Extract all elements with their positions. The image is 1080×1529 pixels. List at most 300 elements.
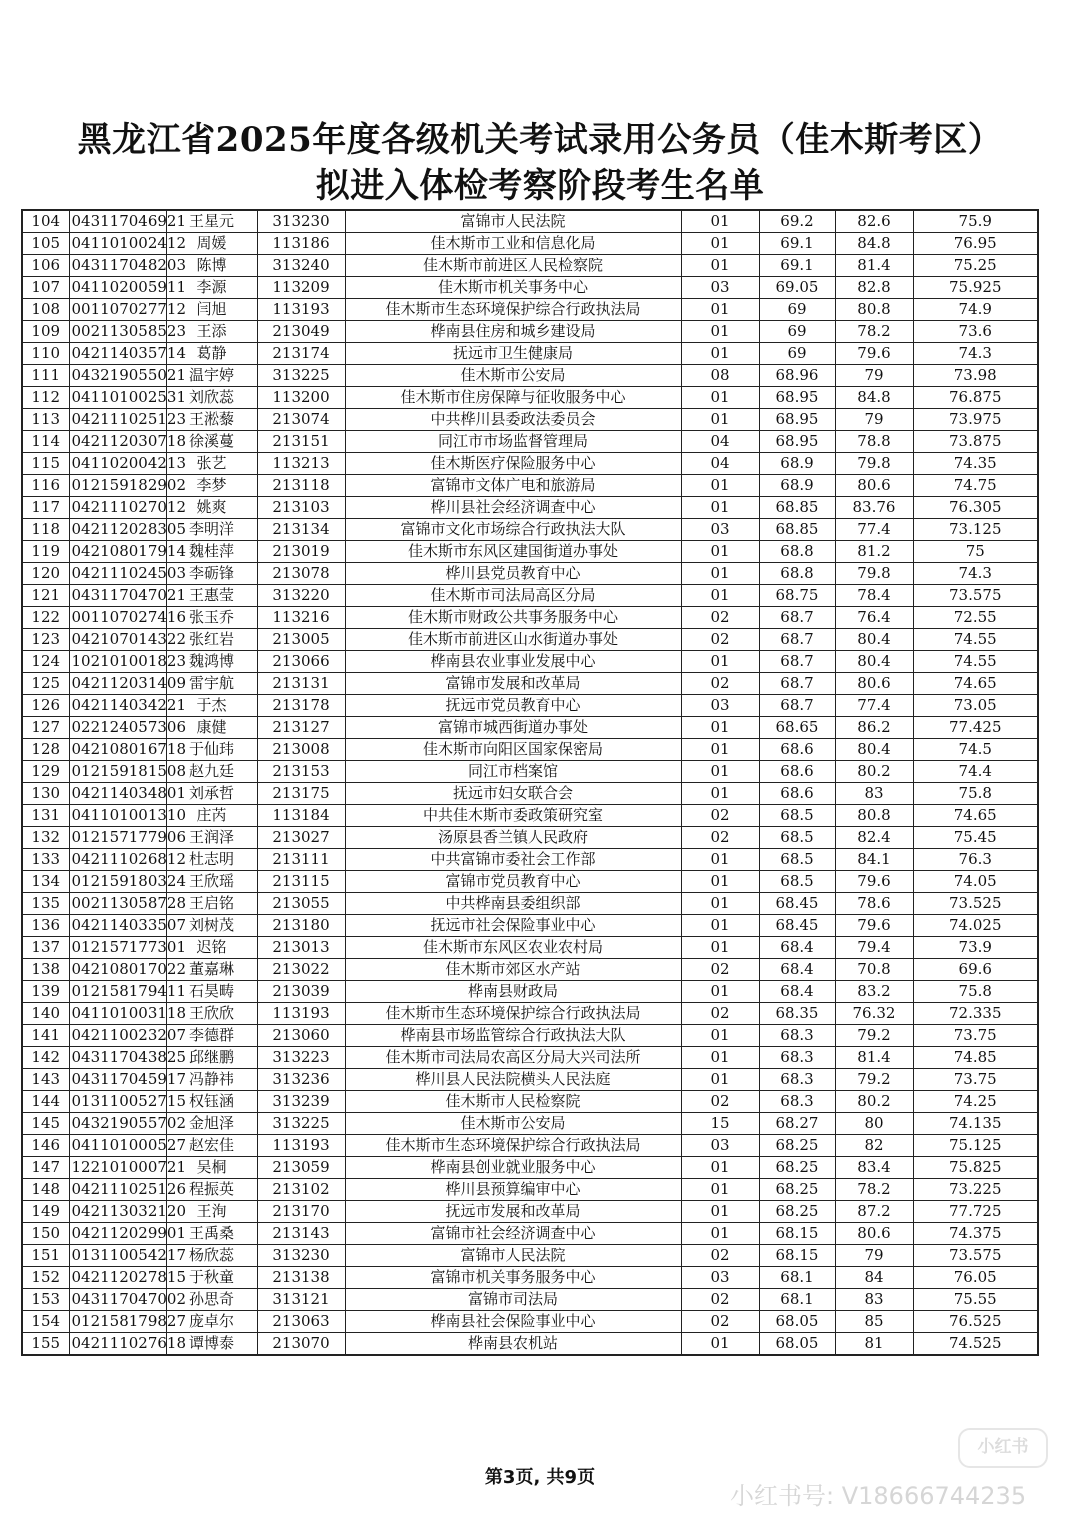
total-score-cell: 73.225 xyxy=(913,1179,1038,1201)
document-title-line2: 拟进入体检考察阶段考生名单 xyxy=(315,166,765,206)
written-score-cell: 68.65 xyxy=(759,717,835,739)
table-row xyxy=(22,1157,1038,1179)
candidate-name-cell: 王惠莹 xyxy=(166,585,257,607)
ticket-number-cell: 012159180324 xyxy=(69,871,166,893)
employer-unit-cell: 佳木斯市生态环境保护综合行政执法局 xyxy=(345,1135,681,1157)
employer-unit-cell: 抚远市妇女联合会 xyxy=(345,783,681,805)
total-score-cell: 74.75 xyxy=(913,475,1038,497)
row-number-cell: 120 xyxy=(22,563,69,585)
total-score-cell: 76.3 xyxy=(913,849,1038,871)
ticket-number-cell: 042113032120 xyxy=(69,1201,166,1223)
ticket-number-cell: 042111025126 xyxy=(69,1179,166,1201)
candidate-table-body xyxy=(22,210,1038,1355)
candidate-name-cell: 赵宏佳 xyxy=(166,1135,257,1157)
ticket-number-cell: 002113058728 xyxy=(69,893,166,915)
position-code-cell: 213078 xyxy=(257,563,345,585)
employer-unit-cell: 佳木斯市机关事务中心 xyxy=(345,277,681,299)
position-seq-cell: 03 xyxy=(681,1267,759,1289)
candidate-name-cell: 张红岩 xyxy=(166,629,257,651)
position-code-cell: 213055 xyxy=(257,893,345,915)
candidate-name-cell: 李明洋 xyxy=(166,519,257,541)
ticket-number-cell: 013110052715 xyxy=(69,1091,166,1113)
interview-score-cell: 79 xyxy=(835,1245,913,1267)
row-number-cell: 139 xyxy=(22,981,69,1003)
employer-unit-cell: 佳木斯市东风区农业农村局 xyxy=(345,937,681,959)
position-seq-cell: 01 xyxy=(681,1179,759,1201)
candidate-name-cell: 王淞藜 xyxy=(166,409,257,431)
candidate-name-cell: 于杰 xyxy=(166,695,257,717)
written-score-cell: 69.2 xyxy=(759,210,835,233)
employer-unit-cell: 富锦市人民法院 xyxy=(345,210,681,233)
total-score-cell: 76.525 xyxy=(913,1311,1038,1333)
table-row xyxy=(22,255,1038,277)
position-code-cell: 213180 xyxy=(257,915,345,937)
interview-score-cell: 76.32 xyxy=(835,1003,913,1025)
employer-unit-cell: 佳木斯市东风区建国街道办事处 xyxy=(345,541,681,563)
interview-score-cell: 81.2 xyxy=(835,541,913,563)
candidate-name-cell: 于秋童 xyxy=(166,1267,257,1289)
table-row xyxy=(22,387,1038,409)
interview-score-cell: 87.2 xyxy=(835,1201,913,1223)
position-seq-cell: 03 xyxy=(681,519,759,541)
ticket-number-cell: 041102004213 xyxy=(69,453,166,475)
position-seq-cell: 02 xyxy=(681,673,759,695)
written-score-cell: 68.7 xyxy=(759,607,835,629)
total-score-cell: 73.975 xyxy=(913,409,1038,431)
candidate-name-cell: 王润泽 xyxy=(166,827,257,849)
employer-unit-cell: 抚远市社会保险事业中心 xyxy=(345,915,681,937)
position-seq-cell: 01 xyxy=(681,893,759,915)
position-code-cell: 213066 xyxy=(257,651,345,673)
table-row xyxy=(22,321,1038,343)
row-number-cell: 149 xyxy=(22,1201,69,1223)
interview-score-cell: 80.4 xyxy=(835,629,913,651)
row-number-cell: 113 xyxy=(22,409,69,431)
row-number-cell: 109 xyxy=(22,321,69,343)
table-row xyxy=(22,277,1038,299)
employer-unit-cell: 同江市档案馆 xyxy=(345,761,681,783)
row-number-cell: 137 xyxy=(22,937,69,959)
position-code-cell: 313225 xyxy=(257,1113,345,1135)
table-row xyxy=(22,893,1038,915)
written-score-cell: 68.4 xyxy=(759,981,835,1003)
row-number-cell: 140 xyxy=(22,1003,69,1025)
total-score-cell: 74.375 xyxy=(913,1223,1038,1245)
interview-score-cell: 80.6 xyxy=(835,1223,913,1245)
written-score-cell: 68.15 xyxy=(759,1223,835,1245)
candidate-name-cell: 邱继鹏 xyxy=(166,1047,257,1069)
written-score-cell: 68.7 xyxy=(759,695,835,717)
employer-unit-cell: 佳木斯市司法局高区分局 xyxy=(345,585,681,607)
position-code-cell: 313121 xyxy=(257,1289,345,1311)
written-score-cell: 68.7 xyxy=(759,651,835,673)
row-number-cell: 138 xyxy=(22,959,69,981)
employer-unit-cell: 中共桦川县委政法委员会 xyxy=(345,409,681,431)
employer-unit-cell: 桦南县住房和城乡建设局 xyxy=(345,321,681,343)
position-code-cell: 213059 xyxy=(257,1157,345,1179)
ticket-number-cell: 042111027012 xyxy=(69,497,166,519)
position-seq-cell: 02 xyxy=(681,1311,759,1333)
written-score-cell: 68.8 xyxy=(759,541,835,563)
candidate-name-cell: 刘欣蕊 xyxy=(166,387,257,409)
row-number-cell: 142 xyxy=(22,1047,69,1069)
table-row xyxy=(22,981,1038,1003)
ticket-number-cell: 042112027815 xyxy=(69,1267,166,1289)
candidate-name-cell: 金旭泽 xyxy=(166,1113,257,1135)
row-number-cell: 136 xyxy=(22,915,69,937)
position-seq-cell: 02 xyxy=(681,1091,759,1113)
row-number-cell: 143 xyxy=(22,1069,69,1091)
table-row xyxy=(22,1069,1038,1091)
total-score-cell: 75.925 xyxy=(913,277,1038,299)
position-code-cell: 213103 xyxy=(257,497,345,519)
candidate-name-cell: 程振英 xyxy=(166,1179,257,1201)
employer-unit-cell: 佳木斯市向阳区国家保密局 xyxy=(345,739,681,761)
row-number-cell: 115 xyxy=(22,453,69,475)
table-row xyxy=(22,343,1038,365)
candidate-name-cell: 王欣瑶 xyxy=(166,871,257,893)
interview-score-cell: 77.4 xyxy=(835,695,913,717)
position-code-cell: 313220 xyxy=(257,585,345,607)
row-number-cell: 153 xyxy=(22,1289,69,1311)
ticket-number-cell: 042114035714 xyxy=(69,343,166,365)
written-score-cell: 68.6 xyxy=(759,739,835,761)
row-number-cell: 125 xyxy=(22,673,69,695)
ticket-number-cell: 042107014322 xyxy=(69,629,166,651)
table-row xyxy=(22,959,1038,981)
written-score-cell: 68.6 xyxy=(759,783,835,805)
ticket-number-cell: 001107027712 xyxy=(69,299,166,321)
candidate-name-cell: 赵九廷 xyxy=(166,761,257,783)
written-score-cell: 68.25 xyxy=(759,1179,835,1201)
ticket-number-cell: 002113058523 xyxy=(69,321,166,343)
ticket-number-cell: 042111024503 xyxy=(69,563,166,585)
employer-unit-cell: 汤原县香兰镇人民政府 xyxy=(345,827,681,849)
employer-unit-cell: 富锦市人民法院 xyxy=(345,1245,681,1267)
position-code-cell: 313225 xyxy=(257,365,345,387)
written-score-cell: 68.75 xyxy=(759,585,835,607)
ticket-number-cell: 042114034221 xyxy=(69,695,166,717)
ticket-number-cell: 022124057306 xyxy=(69,717,166,739)
position-seq-cell: 01 xyxy=(681,563,759,585)
interview-score-cell: 70.8 xyxy=(835,959,913,981)
interview-score-cell: 79.6 xyxy=(835,343,913,365)
total-score-cell: 74.135 xyxy=(913,1113,1038,1135)
row-number-cell: 118 xyxy=(22,519,69,541)
position-code-cell: 213027 xyxy=(257,827,345,849)
row-number-cell: 128 xyxy=(22,739,69,761)
total-score-cell: 74.4 xyxy=(913,761,1038,783)
row-number-cell: 126 xyxy=(22,695,69,717)
interview-score-cell: 78.6 xyxy=(835,893,913,915)
position-code-cell: 113193 xyxy=(257,1003,345,1025)
employer-unit-cell: 佳木斯市郊区水产站 xyxy=(345,959,681,981)
total-score-cell: 72.335 xyxy=(913,1003,1038,1025)
total-score-cell: 74.35 xyxy=(913,453,1038,475)
total-score-cell: 74.55 xyxy=(913,629,1038,651)
candidate-name-cell: 孙思奇 xyxy=(166,1289,257,1311)
written-score-cell: 68.3 xyxy=(759,1069,835,1091)
position-seq-cell: 01 xyxy=(681,387,759,409)
row-number-cell: 130 xyxy=(22,783,69,805)
position-seq-cell: 02 xyxy=(681,629,759,651)
interview-score-cell: 79.6 xyxy=(835,871,913,893)
position-code-cell: 213151 xyxy=(257,431,345,453)
row-number-cell: 132 xyxy=(22,827,69,849)
interview-score-cell: 84.1 xyxy=(835,849,913,871)
total-score-cell: 74.3 xyxy=(913,563,1038,585)
position-code-cell: 113216 xyxy=(257,607,345,629)
interview-score-cell: 82.4 xyxy=(835,827,913,849)
table-row xyxy=(22,1245,1038,1267)
position-seq-cell: 01 xyxy=(681,541,759,563)
position-code-cell: 313230 xyxy=(257,210,345,233)
row-number-cell: 154 xyxy=(22,1311,69,1333)
table-row xyxy=(22,1047,1038,1069)
position-code-cell: 213008 xyxy=(257,739,345,761)
position-code-cell: 213005 xyxy=(257,629,345,651)
row-number-cell: 112 xyxy=(22,387,69,409)
position-code-cell: 213153 xyxy=(257,761,345,783)
total-score-cell: 74.9 xyxy=(913,299,1038,321)
ticket-number-cell: 012157177906 xyxy=(69,827,166,849)
employer-unit-cell: 富锦市党员教育中心 xyxy=(345,871,681,893)
row-number-cell: 116 xyxy=(22,475,69,497)
table-row xyxy=(22,1091,1038,1113)
candidate-name-cell: 闫旭 xyxy=(166,299,257,321)
position-code-cell: 213074 xyxy=(257,409,345,431)
interview-score-cell: 84.8 xyxy=(835,233,913,255)
table-row xyxy=(22,409,1038,431)
ticket-number-cell: 042112031409 xyxy=(69,673,166,695)
written-score-cell: 68.4 xyxy=(759,959,835,981)
interview-score-cell: 84.8 xyxy=(835,387,913,409)
total-score-cell: 75.825 xyxy=(913,1157,1038,1179)
row-number-cell: 107 xyxy=(22,277,69,299)
candidate-name-cell: 姚爽 xyxy=(166,497,257,519)
interview-score-cell: 83.4 xyxy=(835,1157,913,1179)
written-score-cell: 68.6 xyxy=(759,761,835,783)
total-score-cell: 74.3 xyxy=(913,343,1038,365)
candidate-name-cell: 庄芮 xyxy=(166,805,257,827)
candidate-name-cell: 温宇婷 xyxy=(166,365,257,387)
ticket-number-cell: 043117047002 xyxy=(69,1289,166,1311)
table-row xyxy=(22,761,1038,783)
position-code-cell: 213115 xyxy=(257,871,345,893)
position-code-cell: 213131 xyxy=(257,673,345,695)
ticket-number-cell: 012157177301 xyxy=(69,937,166,959)
candidate-name-cell: 谭博泰 xyxy=(166,1333,257,1356)
table-row xyxy=(22,739,1038,761)
total-score-cell: 75.25 xyxy=(913,255,1038,277)
position-seq-cell: 01 xyxy=(681,783,759,805)
position-code-cell: 313230 xyxy=(257,1245,345,1267)
written-score-cell: 68.35 xyxy=(759,1003,835,1025)
position-code-cell: 113200 xyxy=(257,387,345,409)
position-code-cell: 213127 xyxy=(257,717,345,739)
total-score-cell: 74.05 xyxy=(913,871,1038,893)
position-seq-cell: 15 xyxy=(681,1113,759,1135)
interview-score-cell: 78.8 xyxy=(835,431,913,453)
total-score-cell: 69.6 xyxy=(913,959,1038,981)
position-code-cell: 213143 xyxy=(257,1223,345,1245)
interview-score-cell: 79.4 xyxy=(835,937,913,959)
ticket-number-cell: 042108017022 xyxy=(69,959,166,981)
ticket-number-cell: 042108016718 xyxy=(69,739,166,761)
ticket-number-cell: 043117043825 xyxy=(69,1047,166,1069)
ticket-number-cell: 012158179827 xyxy=(69,1311,166,1333)
total-score-cell: 74.85 xyxy=(913,1047,1038,1069)
ticket-number-cell: 043117047021 xyxy=(69,585,166,607)
table-row xyxy=(22,299,1038,321)
employer-unit-cell: 富锦市机关事务服务中心 xyxy=(345,1267,681,1289)
page-number: 第3页, 共9页 xyxy=(484,1467,596,1488)
employer-unit-cell: 佳木斯市生态环境保护综合行政执法局 xyxy=(345,299,681,321)
candidate-name-cell: 冯静祎 xyxy=(166,1069,257,1091)
row-number-cell: 105 xyxy=(22,233,69,255)
table-row xyxy=(22,607,1038,629)
employer-unit-cell: 桦川县社会经济调查中心 xyxy=(345,497,681,519)
row-number-cell: 151 xyxy=(22,1245,69,1267)
interview-score-cell: 83 xyxy=(835,1289,913,1311)
table-row xyxy=(22,915,1038,937)
employer-unit-cell: 桦南县市场监管综合行政执法大队 xyxy=(345,1025,681,1047)
position-code-cell: 213178 xyxy=(257,695,345,717)
interview-score-cell: 80.6 xyxy=(835,673,913,695)
table-row xyxy=(22,717,1038,739)
candidate-name-cell: 董嘉琳 xyxy=(166,959,257,981)
written-score-cell: 68.45 xyxy=(759,915,835,937)
written-score-cell: 68.4 xyxy=(759,937,835,959)
candidate-name-cell: 王添 xyxy=(166,321,257,343)
interview-score-cell: 76.4 xyxy=(835,607,913,629)
table-row xyxy=(22,805,1038,827)
candidate-name-cell: 雷宇航 xyxy=(166,673,257,695)
interview-score-cell: 80.6 xyxy=(835,475,913,497)
total-score-cell: 74.25 xyxy=(913,1091,1038,1113)
watermark-logo: 小红书 xyxy=(958,1428,1048,1468)
written-score-cell: 68.3 xyxy=(759,1047,835,1069)
interview-score-cell: 82.8 xyxy=(835,277,913,299)
ticket-number-cell: 012159182902 xyxy=(69,475,166,497)
position-seq-cell: 01 xyxy=(681,210,759,233)
candidate-name-cell: 魏鸿博 xyxy=(166,651,257,673)
row-number-cell: 114 xyxy=(22,431,69,453)
written-score-cell: 68.9 xyxy=(759,475,835,497)
position-seq-cell: 01 xyxy=(681,1069,759,1091)
written-score-cell: 68.25 xyxy=(759,1157,835,1179)
position-code-cell: 213138 xyxy=(257,1267,345,1289)
position-code-cell: 113184 xyxy=(257,805,345,827)
interview-score-cell: 79.8 xyxy=(835,563,913,585)
total-score-cell: 73.05 xyxy=(913,695,1038,717)
candidate-name-cell: 王星元 xyxy=(166,210,257,233)
employer-unit-cell: 同江市市场监督管理局 xyxy=(345,431,681,453)
candidate-name-cell: 魏桂萍 xyxy=(166,541,257,563)
employer-unit-cell: 富锦市社会经济调查中心 xyxy=(345,1223,681,1245)
ticket-number-cell: 041101000527 xyxy=(69,1135,166,1157)
position-code-cell: 213174 xyxy=(257,343,345,365)
position-seq-cell: 01 xyxy=(681,915,759,937)
written-score-cell: 68.5 xyxy=(759,849,835,871)
ticket-number-cell: 042114033507 xyxy=(69,915,166,937)
employer-unit-cell: 富锦市文化市场综合行政执法大队 xyxy=(345,519,681,541)
ticket-number-cell: 012158179411 xyxy=(69,981,166,1003)
candidate-name-cell: 石昊畴 xyxy=(166,981,257,1003)
position-code-cell: 213134 xyxy=(257,519,345,541)
row-number-cell: 134 xyxy=(22,871,69,893)
interview-score-cell: 80.8 xyxy=(835,805,913,827)
total-score-cell: 75 xyxy=(913,541,1038,563)
total-score-cell: 74.65 xyxy=(913,805,1038,827)
table-row xyxy=(22,519,1038,541)
position-seq-cell: 01 xyxy=(681,1333,759,1356)
interview-score-cell: 80.4 xyxy=(835,739,913,761)
written-score-cell: 68.95 xyxy=(759,431,835,453)
total-score-cell: 75.125 xyxy=(913,1135,1038,1157)
total-score-cell: 73.575 xyxy=(913,1245,1038,1267)
employer-unit-cell: 桦川县党员教育中心 xyxy=(345,563,681,585)
total-score-cell: 76.95 xyxy=(913,233,1038,255)
position-code-cell: 213063 xyxy=(257,1311,345,1333)
employer-unit-cell: 桦南县农机站 xyxy=(345,1333,681,1356)
row-number-cell: 124 xyxy=(22,651,69,673)
row-number-cell: 148 xyxy=(22,1179,69,1201)
table-row xyxy=(22,210,1038,233)
position-seq-cell: 08 xyxy=(681,365,759,387)
row-number-cell: 104 xyxy=(22,210,69,233)
position-seq-cell: 03 xyxy=(681,1135,759,1157)
row-number-cell: 119 xyxy=(22,541,69,563)
ticket-number-cell: 041102005911 xyxy=(69,277,166,299)
written-score-cell: 68.95 xyxy=(759,409,835,431)
position-seq-cell: 01 xyxy=(681,1223,759,1245)
interview-score-cell: 79 xyxy=(835,409,913,431)
table-row xyxy=(22,871,1038,893)
position-seq-cell: 01 xyxy=(681,1025,759,1047)
total-score-cell: 73.575 xyxy=(913,585,1038,607)
table-row xyxy=(22,1135,1038,1157)
interview-score-cell: 77.4 xyxy=(835,519,913,541)
candidate-name-cell: 李源 xyxy=(166,277,257,299)
written-score-cell: 68.5 xyxy=(759,805,835,827)
written-score-cell: 68.3 xyxy=(759,1025,835,1047)
interview-score-cell: 80.8 xyxy=(835,299,913,321)
candidate-name-cell: 吴桐 xyxy=(166,1157,257,1179)
row-number-cell: 145 xyxy=(22,1113,69,1135)
row-number-cell: 133 xyxy=(22,849,69,871)
employer-unit-cell: 佳木斯市公安局 xyxy=(345,365,681,387)
table-row xyxy=(22,365,1038,387)
interview-score-cell: 79 xyxy=(835,365,913,387)
table-row xyxy=(22,695,1038,717)
row-number-cell: 108 xyxy=(22,299,69,321)
ticket-number-cell: 042111027618 xyxy=(69,1333,166,1356)
interview-score-cell: 86.2 xyxy=(835,717,913,739)
document-title-line1: 黑龙江省2025年度各级机关考试录用公务员（佳木斯考区） xyxy=(77,120,1003,160)
position-seq-cell: 01 xyxy=(681,981,759,1003)
ticket-number-cell: 042112028305 xyxy=(69,519,166,541)
position-code-cell: 213049 xyxy=(257,321,345,343)
ticket-number-cell: 012159181508 xyxy=(69,761,166,783)
interview-score-cell: 79.2 xyxy=(835,1025,913,1047)
employer-unit-cell: 中共桦南县委组织部 xyxy=(345,893,681,915)
position-seq-cell: 01 xyxy=(681,739,759,761)
interview-score-cell: 83 xyxy=(835,783,913,805)
position-code-cell: 213111 xyxy=(257,849,345,871)
employer-unit-cell: 富锦市文体广电和旅游局 xyxy=(345,475,681,497)
position-code-cell: 213070 xyxy=(257,1333,345,1356)
